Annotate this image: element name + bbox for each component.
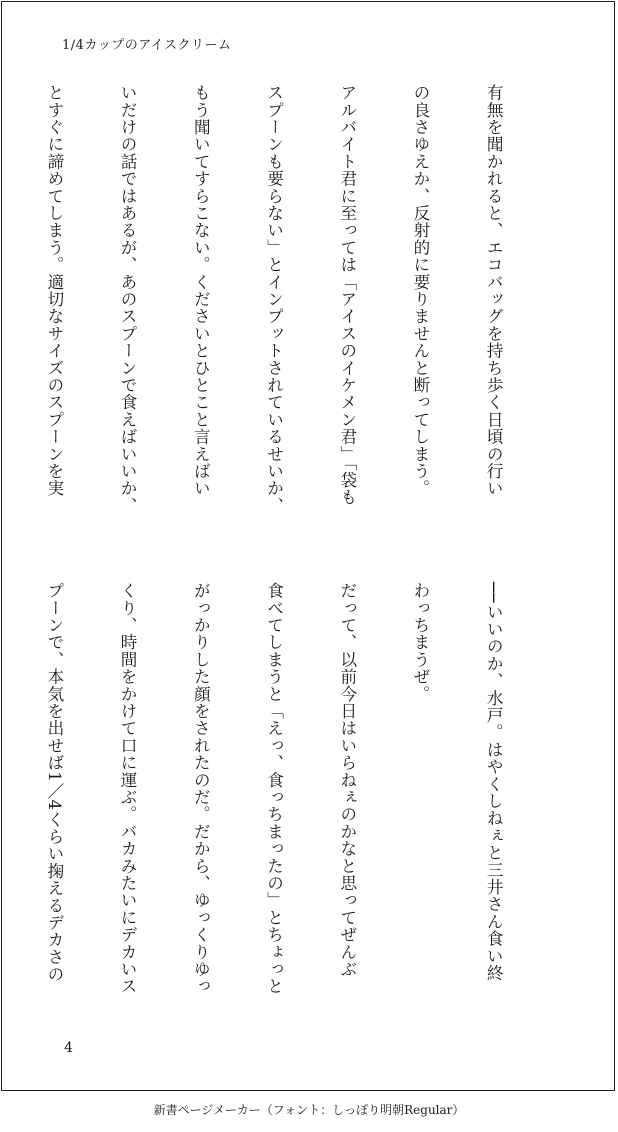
- upper-text-block: [44, 84, 554, 529]
- text-line: アルバイト君に至っては「アイスのイケメン君」「袋も: [337, 84, 357, 506]
- text-line: とすぐに諦めてしまう。適切なサイズのスプーンを実: [44, 84, 64, 497]
- text-line: の良さゆえか、反射的に要りませんと断ってしまう。: [410, 84, 430, 497]
- running-title: 1/4カップのアイスクリーム: [62, 38, 232, 53]
- text-line: プーンで、本気を出せば1／4くらい掬えるデカさの: [44, 582, 64, 983]
- text-line: 食べてしまうと「えっ、食っちまったの」とちょっと: [264, 582, 284, 995]
- page-number: 4: [64, 1040, 73, 1056]
- book-page: [1, 1, 615, 1091]
- lower-text-block: [44, 582, 554, 1010]
- generator-credit: 新書ページメーカー（フォント：しっぽり明朝Regular）: [153, 1103, 465, 1117]
- text-line: もう聞いてすらこない。くださいとひとこと言えばい: [191, 84, 211, 497]
- text-line: だって、以前今日はいらねぇのかなと思ってぜんぶ: [337, 582, 357, 978]
- text-line: ──いいのか、水戸。はやくしねぇと三井さん食い終: [484, 582, 504, 982]
- text-line: 有無を聞かれると、エコバッグを持ち歩く日頃の行い: [484, 84, 504, 497]
- text-line: がっかりした顔をされたのだ。だから、ゆっくりゆっ: [191, 582, 211, 995]
- text-line: わっちまうぜ。: [410, 582, 430, 703]
- text-line: スプーンも要らない」とインプットされているせいか、: [264, 84, 284, 514]
- text-line: くり、時間をかけて口に運ぶ。バカみたいにデカいス: [118, 582, 138, 995]
- text-line: いだけの話ではあるが、あのスプーンで食えばいいか、: [118, 84, 138, 514]
